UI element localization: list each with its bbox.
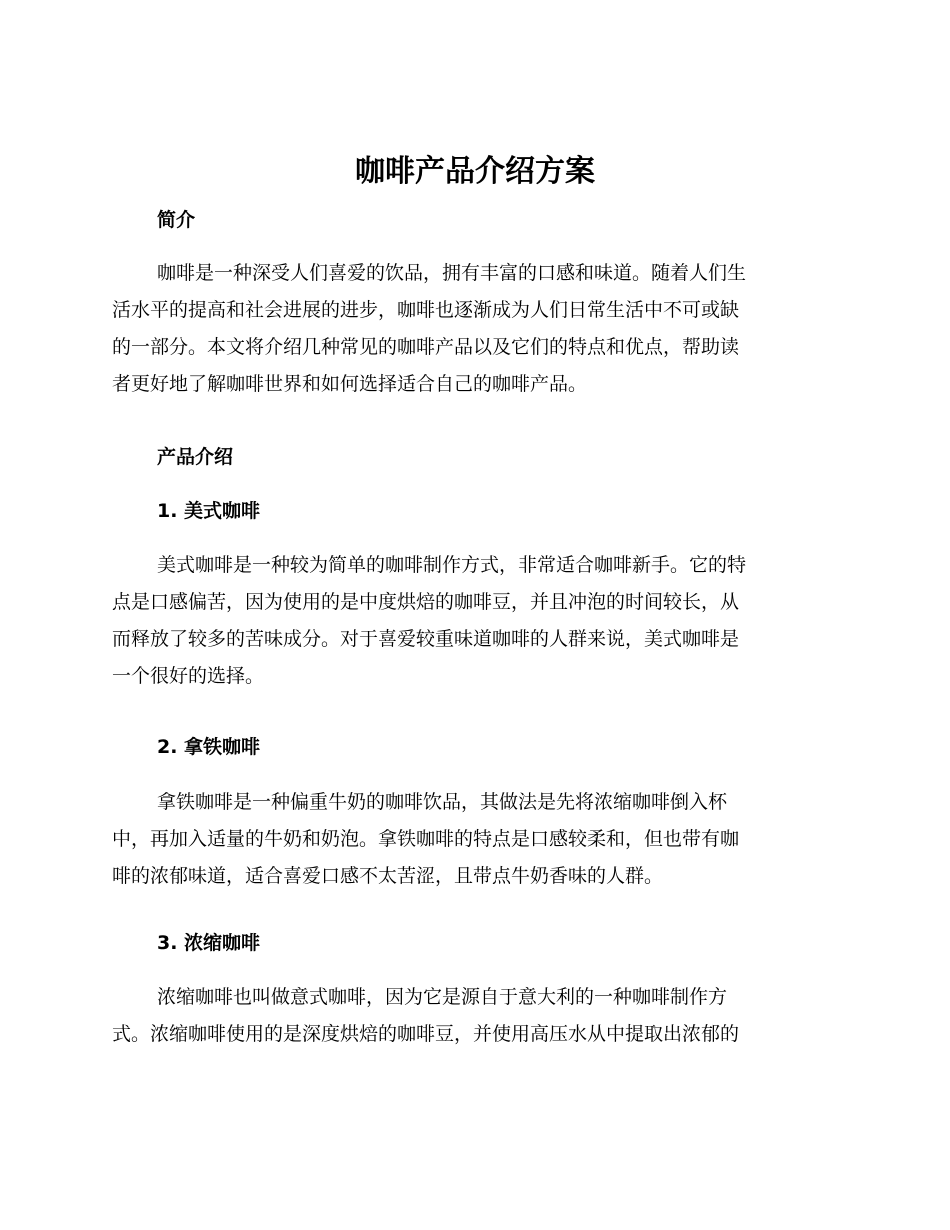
product-heading-americano: 1. 美式咖啡 bbox=[157, 500, 261, 522]
paragraph-line: 美式咖啡是一种较为简单的咖啡制作方式，非常适合咖啡新手。它的特 bbox=[157, 554, 747, 576]
paragraph-line: 中，再加入适量的牛奶和奶泡。拿铁咖啡的特点是口感较柔和，但也带有咖 bbox=[112, 828, 740, 850]
paragraph-line: 啡的浓郁味道，适合喜爱口感不太苦涩，且带点牛奶香味的人群。 bbox=[112, 865, 664, 887]
espresso-paragraph bbox=[112, 979, 832, 1053]
section-heading-products: 产品介绍 bbox=[157, 446, 234, 468]
paragraph-line: 而释放了较多的苦味成分。对于喜爱较重味道咖啡的人群来说，美式咖啡是 bbox=[112, 628, 740, 650]
paragraph-line: 式。浓缩咖啡使用的是深度烘焙的咖啡豆，并使用高压水从中提取出浓郁的 bbox=[112, 1023, 740, 1045]
latte-paragraph bbox=[112, 784, 832, 895]
section-heading-intro: 简介 bbox=[157, 209, 196, 231]
paragraph-line: 浓缩咖啡也叫做意式咖啡，因为它是源自于意大利的一种咖啡制作方 bbox=[157, 986, 728, 1008]
product-heading-espresso: 3. 浓缩咖啡 bbox=[157, 932, 261, 954]
intro-paragraph bbox=[112, 255, 832, 403]
product-heading-latte: 2. 拿铁咖啡 bbox=[157, 736, 261, 758]
document-title: 咖啡产品介绍方案 bbox=[355, 154, 595, 189]
americano-paragraph bbox=[112, 547, 832, 695]
paragraph-line: 点是口感偏苦，因为使用的是中度烘焙的咖啡豆，并且冲泡的时间较长，从 bbox=[112, 591, 740, 613]
paragraph-line: 一个很好的选择。 bbox=[112, 665, 265, 687]
paragraph-line: 者更好地了解咖啡世界和如何选择适合自己的咖啡产品。 bbox=[112, 373, 588, 395]
paragraph-line: 咖啡是一种深受人们喜爱的饮品，拥有丰富的口感和味道。随着人们生 bbox=[157, 262, 747, 284]
paragraph-line: 拿铁咖啡是一种偏重牛奶的咖啡饮品，其做法是先将浓缩咖啡倒入杯 bbox=[157, 791, 728, 813]
paragraph-line: 活水平的提高和社会进展的进步，咖啡也逐渐成为人们日常生活中不可或缺 bbox=[112, 299, 740, 321]
paragraph-line: 的一部分。本文将介绍几种常见的咖啡产品以及它们的特点和优点，帮助读 bbox=[112, 336, 740, 358]
